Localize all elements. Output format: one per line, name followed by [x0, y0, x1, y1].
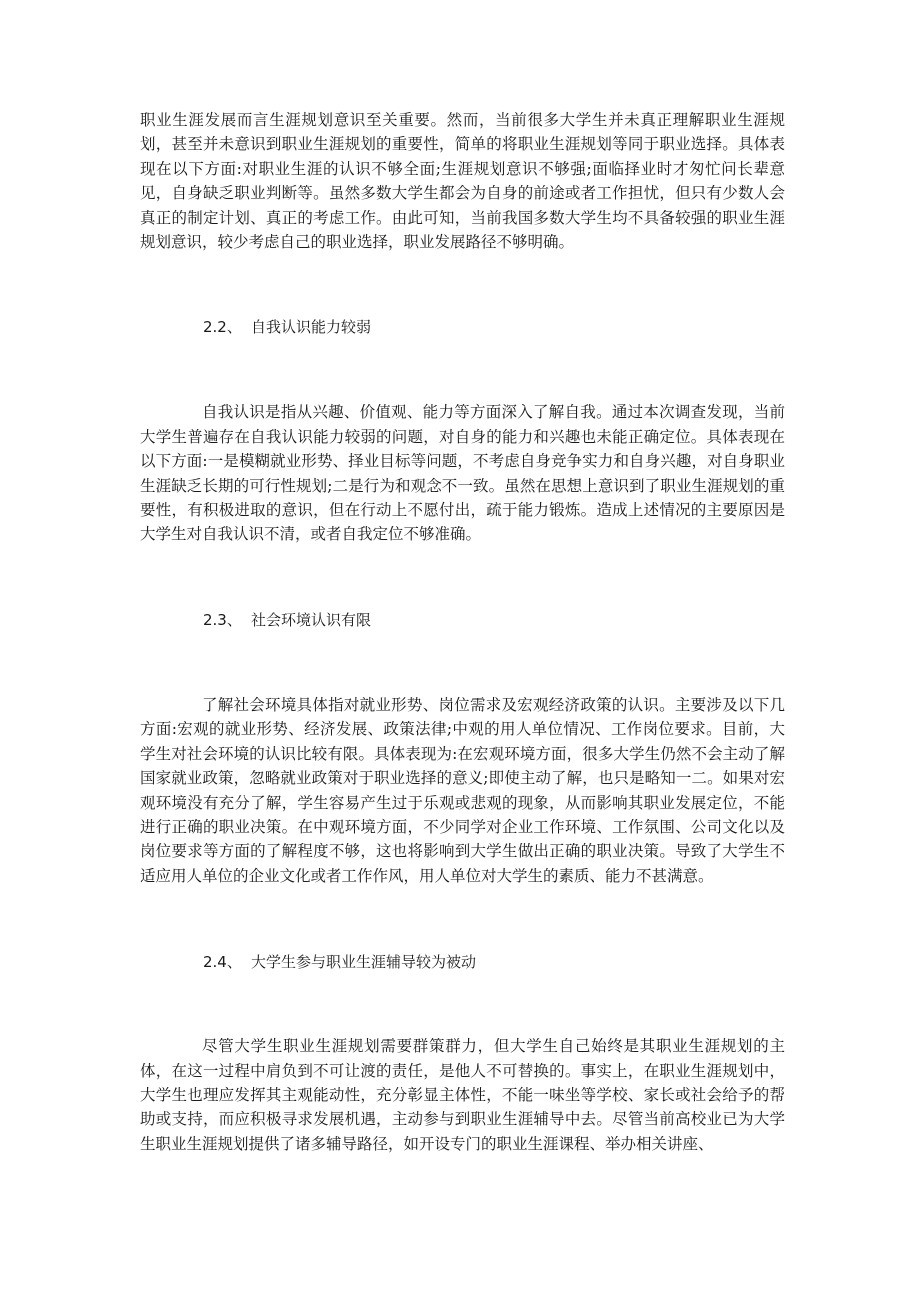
section-number: 2.2、: [203, 318, 242, 337]
section-number: 2.3、: [203, 610, 242, 629]
section-number: 2.4、: [203, 953, 242, 972]
section-heading-2-4: [140, 952, 785, 972]
document-page: [140, 108, 785, 1156]
section-title: 大学生参与职业生涯辅导较为被动: [251, 953, 477, 972]
section-title: 社会环境认识有限: [251, 610, 372, 629]
paragraph-self-awareness: 自我认识是指从兴趣、价值观、能力等方面深入了解自我。通过本次调查发现，当前大学生普遍存在自我认识能力较弱的问题，对自身的能力和兴趣也未能正确定位。具体表现在以下方面:一是模糊就业形势、择业目标等问题，不考虑自身竞争实力和自身兴趣，对自身职业生涯缺乏长期的可行性规划;二是行为和观念不一致。虽然在思想上意识到了职业生涯规划的重要性，有积极进取的意识，但在行动上不愿付出，疏于能力锻炼。造成上述情况的主要原因是大学生对自我认识不清，或者自我定位不够准确。: [140, 403, 785, 544]
paragraph-social-environment: 了解社会环境具体指对就业形势、岗位需求及宏观经济政策的认识。主要涉及以下几方面:宏观的就业形势、经济发展、政策法律;中观的用人单位情况、工作岗位要求。目前，大学生对社会环境的认识比较有限。具体表现为:在宏观环境方面，很多大学生仍然不会主动了解国家就业政策，忽略就业政策对于职业选择的意义;即使主动了解，也只是略知一二。如果对宏观环境没有充分了解，学生容易产生过于乐观或悲观的现象，从而影响其职业发展定位，不能进行正确的职业决策。在中观环境方面，不少同学对企业工作环境、工作氛围、公司文化以及岗位要求等方面的了解程度不够，这也将影响到大学生做出正确的职业决策。导致了大学生不适应用人单位的企业文化或者工作作风，用人单位对大学生的素质、能力不甚满意。: [140, 695, 785, 885]
section-heading-2-3: [140, 610, 785, 630]
section-heading-2-2: [140, 317, 785, 337]
paragraph-career-awareness: 职业生涯发展而言生涯规划意识至关重要。然而，当前很多大学生并未真正理解职业生涯规划，甚至并未意识到职业生涯规划的重要性，简单的将职业生涯规划等同于职业选择。具体表现在以下方面:对职业生涯的认识不够全面;生涯规划意识不够强;面临择业时才匆忙问长辈意见，自身缺乏职业判断等。虽然多数大学生都会为自身的前途或者工作担忧，但只有少数人会真正的制定计划、真正的考虑工作。由此可知，当前我国多数大学生均不具备较强的职业生涯规划意识，较少考虑自己的职业选择，职业发展路径不够明确。: [140, 111, 785, 252]
section-title: 自我认识能力较弱: [251, 318, 372, 337]
paragraph-passive-participation: 尽管大学生职业生涯规划需要群策群力，但大学生自己始终是其职业生涯规划的主体，在这一过程中肩负到不可让渡的责任，是他人不可替换的。事实上，在职业生涯规划中，大学生也理应发挥其主观能动性，充分彰显主体性，不能一味坐等学校、家长或社会给予的帮助或支持，而应积极寻求发展机遇，主动参与到职业生涯辅导中去。尽管当前高校业已为大学生职业生涯规划提供了诸多辅导路径，如开设专门的职业生涯课程、举办相关讲座、: [140, 1037, 785, 1153]
